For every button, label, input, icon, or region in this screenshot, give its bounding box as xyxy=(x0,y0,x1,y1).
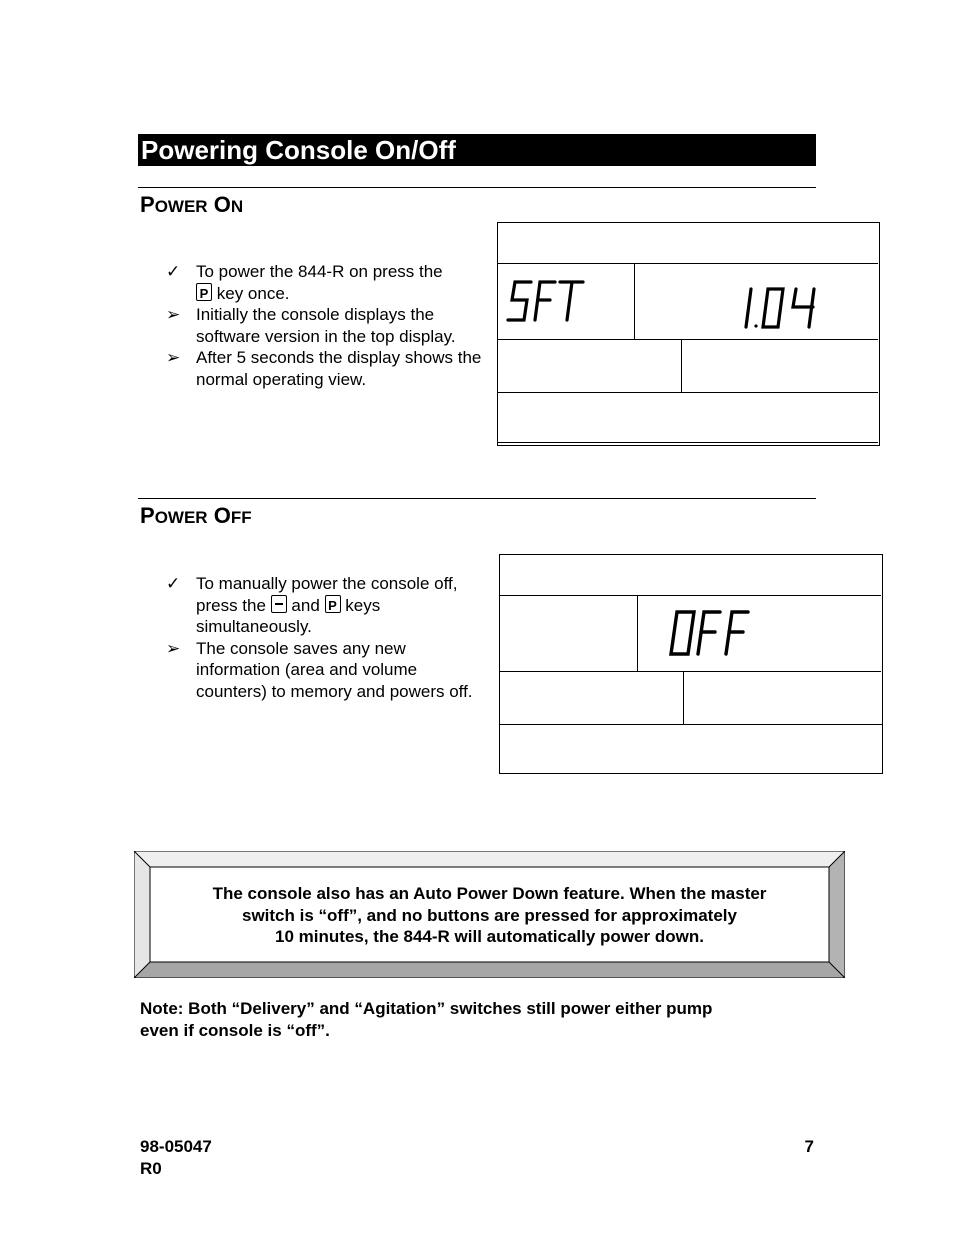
panel-divider xyxy=(681,339,682,392)
list-item xyxy=(166,638,486,703)
p-key-icon: P xyxy=(325,595,341,613)
bullet-text: To manually power the console off, press the xyxy=(196,574,458,615)
bullet-text: To power the 844-R on press the xyxy=(196,262,443,281)
bullet-text: keys simultaneously. xyxy=(196,595,381,636)
note-line: switch is “off”, and no buttons are pressed for approximately xyxy=(242,905,737,925)
footer-doc-info xyxy=(140,1136,212,1180)
heading-initial: O xyxy=(213,503,231,528)
note-line: 10 minutes, the 844-R will automatically power down. xyxy=(275,927,704,946)
page-title: Powering Console On/Off xyxy=(141,135,456,165)
heading-initial: P xyxy=(140,192,155,217)
check-icon: ✓ xyxy=(166,574,181,593)
panel-divider xyxy=(497,263,878,264)
panel-divider xyxy=(497,442,878,443)
power-on-bullet-list xyxy=(166,261,486,390)
lcd-readout-sft xyxy=(505,278,595,326)
arrow-bullet-icon: ➢ xyxy=(166,305,181,324)
heading-smallcaps: N xyxy=(230,197,244,216)
bullet-text: and xyxy=(291,595,320,615)
section-heading-power-off xyxy=(140,503,252,531)
heading-smallcaps: OWER xyxy=(154,508,208,527)
console-display-panel-on xyxy=(497,222,880,446)
note-line: even if console is “off”. xyxy=(140,1021,330,1040)
list-item xyxy=(166,347,486,390)
panel-divider xyxy=(497,392,878,393)
list-item xyxy=(166,304,486,347)
lcd-readout-off xyxy=(665,608,760,660)
revision: R0 xyxy=(140,1159,162,1178)
power-off-bullet-list xyxy=(166,573,486,702)
section-divider xyxy=(138,187,816,188)
arrow-bullet-icon: ➢ xyxy=(166,348,181,367)
bullet-text: Initially the console displays the software version in the top display. xyxy=(196,305,456,346)
heading-smallcaps: OWER xyxy=(154,197,208,216)
auto-power-note-text xyxy=(150,883,829,948)
heading-initial: P xyxy=(140,503,155,528)
note-line: Note: Both “Delivery” and “Agitation” switches still power either pump xyxy=(140,999,713,1018)
p-key-icon: P xyxy=(196,283,212,301)
page-title-bar xyxy=(138,134,816,166)
check-icon: ✓ xyxy=(166,262,181,281)
bullet-text: After 5 seconds the display shows the normal operating view. xyxy=(196,348,482,389)
lcd-readout-version xyxy=(738,285,828,333)
panel-divider xyxy=(499,724,883,725)
console-display-panel-off xyxy=(499,554,883,774)
panel-divider xyxy=(634,263,635,339)
arrow-bullet-icon: ➢ xyxy=(166,638,181,658)
panel-divider xyxy=(637,595,638,671)
heading-smallcaps: FF xyxy=(230,508,252,527)
switch-note xyxy=(140,998,820,1042)
page-number: 7 xyxy=(804,1137,814,1156)
bullet-text: key once. xyxy=(216,283,290,303)
section-divider xyxy=(138,498,816,499)
bullet-text: The console saves any new information (area and volume counters) to memory and powers off. xyxy=(196,638,473,701)
list-item xyxy=(166,573,486,638)
auto-power-note-frame xyxy=(134,851,845,978)
panel-divider xyxy=(683,671,684,724)
list-item xyxy=(166,261,486,304)
panel-divider xyxy=(499,671,881,672)
heading-initial: O xyxy=(213,192,231,217)
minus-key-icon xyxy=(271,595,287,613)
section-heading-power-on xyxy=(140,192,243,220)
panel-divider xyxy=(497,339,878,340)
panel-divider xyxy=(499,595,881,596)
doc-number: 98-05047 xyxy=(140,1137,212,1156)
note-line: The console also has an Auto Power Down feature. When the master xyxy=(212,884,767,903)
